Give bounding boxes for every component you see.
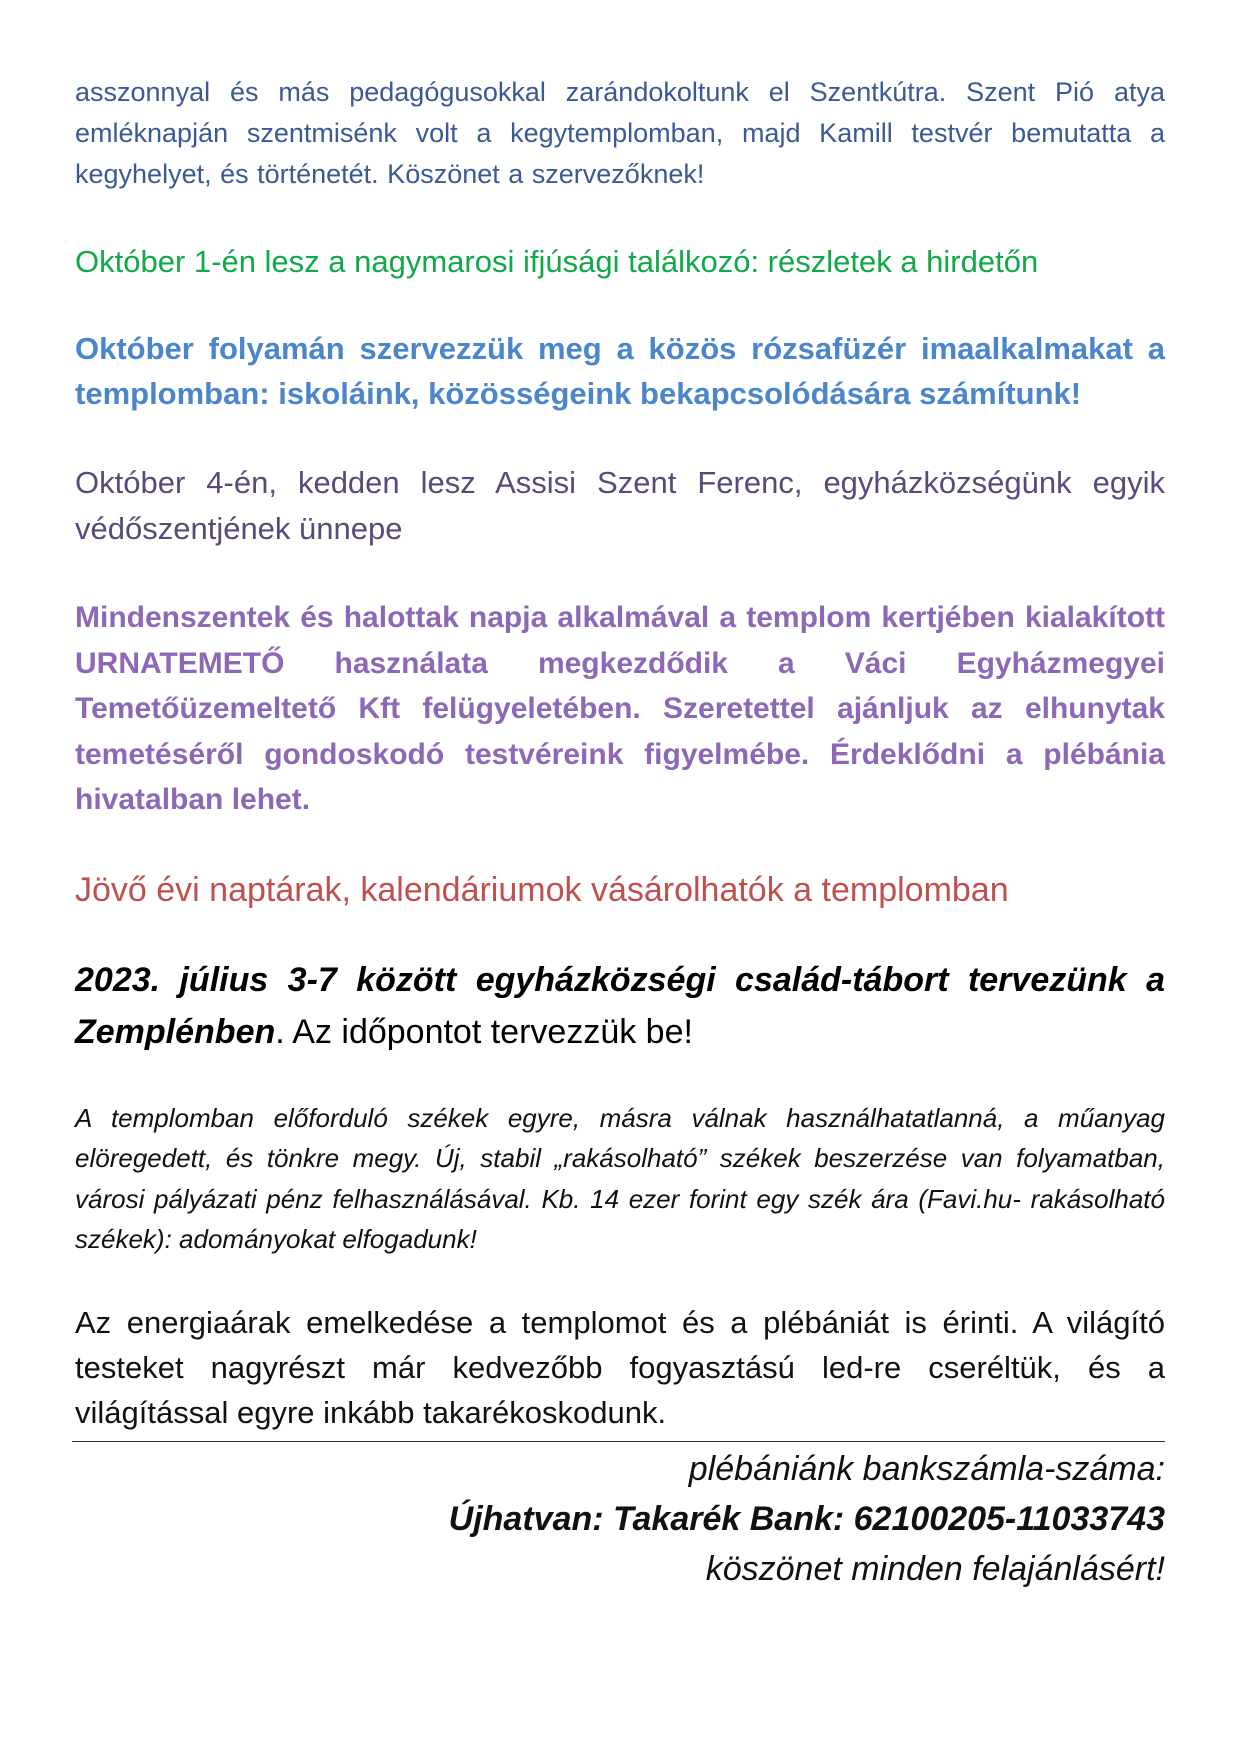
divider <box>72 1441 1165 1442</box>
chairs-announcement: A templomban előforduló székek egyre, másra válnak használhatatlanná, a műanyag elöregedett, és tönkre megy. Új, stabil „rakásolható” székek beszerzése van folyamatban, városi pályázati pénz felhasználásával. Kb. 14 ezer forint egy szék ára (Favi.hu- rakásolható székek): adományokat elfogadunk! <box>75 1102 1165 1254</box>
family-camp-note: . Az időpontot tervezzük be! <box>275 1012 693 1051</box>
bank-thanks: köszönet minden felajánlásért! <box>705 1549 1165 1588</box>
bulletin-page <box>75 72 1165 1594</box>
urn-cemetery-announcement: Mindenszentek és halottak napja alkalmával a templom kertjében kialakított URNATEMETŐ használata megkezdődik a Váci Egyházmegyei Temetőüzemeltető Kft felügyeletében. Szeretettel ajánljuk az elhunytak temetéséről gondoskodó testvéreink figyelmébe. Érdeklődni a plébánia hivatalban lehet. <box>75 601 1165 816</box>
youth-meeting-announcement: Október 1-én lesz a nagymarosi ifjúsági találkozó: részletek a hirdetőn <box>75 244 1039 279</box>
pilgrimage-paragraph: asszonnyal és más pedagógusokkal zarándokoltunk el Szentkútra. Szent Pió atya emléknapján szentmisénk volt a kegytemplomban, majd Kamill testvér bemutatta a kegyhelyet, és történetét. Köszönet a szervezőknek! <box>75 77 1165 189</box>
family-camp-announcement <box>75 954 1165 1058</box>
energy-announcement: Az energiaárak emelkedése a templomot és a plébániát is érinti. A világító testeket nagyrészt már kedvezőbb fogyasztású led-re cseréltük, és a világítással egyre inkább takarékoskodunk. <box>75 1304 1165 1430</box>
bank-info <box>75 1444 1165 1594</box>
family-camp-dates: 2023. július 3-7 között egyházközségi család-tábort tervezünk a Zemplénben <box>75 960 1165 1051</box>
rosary-announcement: Október folyamán szervezzük meg a közös rózsafüzér imaalkalmakat a templomban: iskoláink, közösségeink bekapcsolódására számítunk! <box>75 331 1165 411</box>
bank-account-number: Újhatvan: Takarék Bank: 62100205-11033743 <box>448 1499 1165 1538</box>
francis-feast-announcement: Október 4-én, kedden lesz Assisi Szent Ferenc, egyházközségünk egyik védőszentjének ünnepe <box>75 465 1165 546</box>
bank-heading: plébániánk bankszámla-száma: <box>688 1449 1165 1488</box>
calendars-announcement: Jövő évi naptárak, kalendáriumok vásárolhatók a templomban <box>75 870 1009 909</box>
